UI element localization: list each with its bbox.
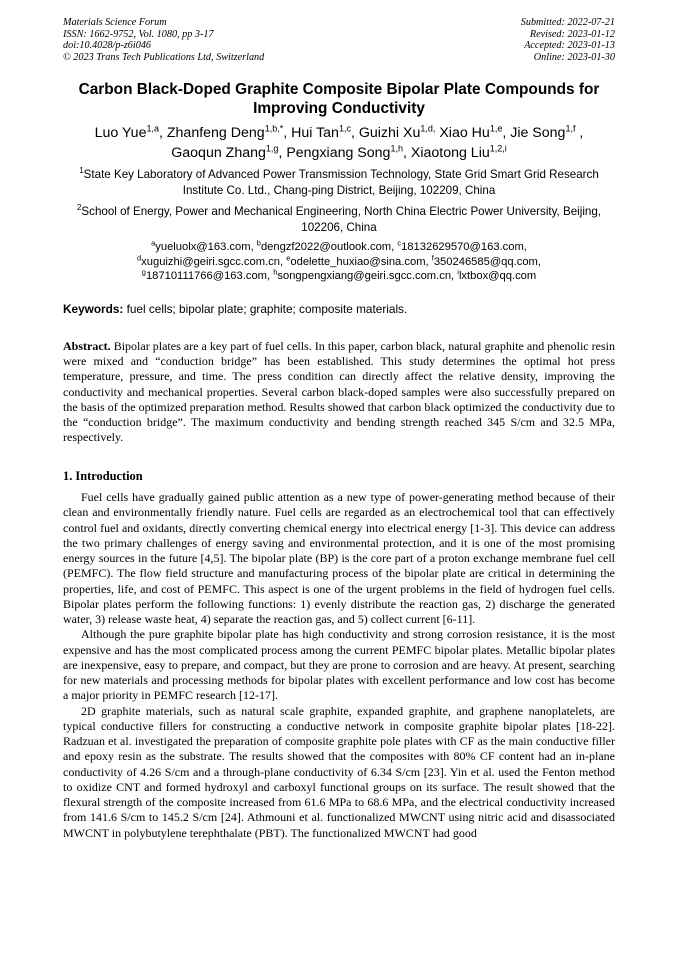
copyright-line: © 2023 Trans Tech Publications Ltd, Switzerland (63, 51, 265, 63)
journal-info (63, 17, 264, 63)
author: Xiao Hu$^{1,e}$, (439, 123, 511, 141)
submitted-date: Submitted: 2022-07-21 (520, 17, 615, 28)
email[interactable]: $^c$18132629570@163.com (397, 238, 524, 253)
paragraph: Fuel cells have gradually gained public attention as a new type of power-generating method because of their clean and environmentally friendly nature. Fuel cells are regarded as an electrochemical tool that can effectively control fuel and oxidants, directly converting chemical energy into electrical energy [1-3]. This device can address the two primary challenges of energy saving and environmental protection, and it is one of the most promising energy sources in the future [4,5]. The bipolar plate (BP) is the core part of a proton exchange membrane fuel cell (PEMFC). The flow field structure and manufacturing process of the bipolar plate are critical in determining the properties, life, and cost of PEMFC. This aspect is one of the urgent problems in the field of hydrogen fuel cells. Bipolar plates perform the following functions: 1) evenly distribute the reaction gas, 2) discharge the generated water, 3) release waste heat, 4) separate the reaction gas, and 5) collect current [6-11]. (63, 490, 615, 626)
author: Pengxiang Song$^{1,h}$, (286, 143, 411, 161)
accepted-date: Accepted: 2023-01-13 (524, 40, 615, 52)
email[interactable]: $^h$songpengxiang@geiri.sgcc.com.cn (273, 267, 452, 283)
journal-name: Materials Science Forum (63, 17, 167, 28)
email[interactable]: $^d$xuguizhi@geiri.sgcc.com.cn (137, 252, 280, 268)
author: Jie Song$^{1,f}$ , (510, 123, 584, 141)
abstract (63, 339, 615, 445)
author-emails: $^a$yueluolx@163.com, $^b$dengzf2022@outlook.com, $^c$18132629570@163.com, $^d$xuguizhi@geiri.sgcc.com.cn, $^e$odelette_huxiao@sina.com, $^f$350246585@qq.com, $^g$18710111766@163.com, $^h$songpengxiang@geiri.sgcc.com.cn, $^i$lxtbox@qq.com (137, 238, 541, 283)
affiliation-1: $^1$State Key Laboratory of Advanced Power Transmission Technology, State Grid Smart Grid Research Institute Co. Ltd., Chang-ping District, Beijing, 102209, China (79, 166, 599, 197)
revised-date: Revised: 2023-01-12 (529, 28, 615, 40)
email[interactable]: $^g$18710111766@163.com (141, 267, 267, 283)
dates-info (521, 17, 615, 63)
keywords-text: fuel cells; bipolar plate; graphite; composite materials. (126, 302, 408, 316)
affiliation-2: $^2$School of Energy, Power and Mechanical Engineering, North China Electric Power University, Beijing, 102206, China (76, 203, 602, 234)
section-heading: 1. Introduction (63, 469, 143, 483)
paragraph: Although the pure graphite bipolar plate has high conductivity and strong corrosion resistance, it is the most expensive and has the most complicated process among the current PEMFC bipolar plates. Metallic bipolar plates are inexpensive, easy to prepare, and compact, but they are prone to corrosion and are heavy. At present, searching for new materials and processing methods for bipolar plates with excellent performance and low cost has become a major priority in PEMFC research [12-17]. (63, 627, 615, 703)
author: Hui Tan$^{1,c}$, (291, 123, 359, 141)
email[interactable]: $^a$yueluolx@163.com (151, 238, 251, 253)
author: Guizhi $Xu^{1,d,}$ (358, 123, 436, 141)
issn-line: ISSN: 1662-9752, Vol. 1080, pp 3-17 (63, 28, 214, 40)
author: Xiaotong Liu$^{1,2,i}$ (410, 143, 507, 161)
keywords (63, 302, 615, 317)
email[interactable]: $^e$odelette_huxiao@sina.com (286, 252, 426, 268)
abstract-text: Bipolar plates are a key part of fuel cells. In this paper, carbon black, natural graphite and phenolic resin were mixed and “conduction bridge” has been established. This study determines the optimal hot press temperature, pressure, and time. The press condition can directly affect the relative density, improving the conductivity and mechanical properties. Several carbon black-doped samples were also successfully prepared on the basis of the optimized preparation method. Results showed that carbon black optimized the conductivity due to the “conduction bridge”. The maximum conductivity and bending strength reached 345 S/cm and 32.5 MPa, respectively. (63, 339, 616, 445)
paragraph: 2D graphite materials, such as natural scale graphite, expanded graphite, and graphene nanoplatelets, are typical conductive fillers for constructing a conductive network in composite graphite bipolar plates [18-22]. Radzuan et al. investigated the preparation of composite graphite pole plates with CF as the main conductive filler and epoxy resin as the substrate. The results showed that the composites with 80% CF content had an in-plane conductivity of 4.26 S/cm and a through-plane conductivity of 6.34 S/cm [23]. Yin et al. used the Fenton method to oxidize CNT and formed hydroxyl and carboxyl functional groups on its surface. The result showed that the flexural strength of the composite increased from 61.6 MPa to 68.6 MPa, and the electrical conductivity increased from 141.6 S/cm to 145.2 S/cm [24]. Athmouni et al. functionalized MWCNT using nitric acid and disassociated MWCNT in polybutylene terephthalate (PBT). The functionalized MWCNT had good (63, 703, 615, 840)
email[interactable]: $^b$dengzf2022@outlook.com (256, 238, 392, 253)
email[interactable]: $^f$350246585@qq.com (431, 252, 538, 268)
doi-line: doi:10.4028/p-z6i046 (63, 40, 152, 52)
email[interactable]: $^i$lxtbox@qq.com (457, 267, 537, 283)
body-text (63, 490, 615, 841)
author-list (30, 123, 648, 163)
author: Luo Yue$^{1,a}$, (94, 123, 167, 141)
paper-title: Carbon Black-Doped Graphite Composite Bipolar Plate Compounds for Improving Conductivity (78, 81, 600, 117)
author: Gaoqun Zhang$^{1,g}$, (171, 143, 287, 161)
keywords-label: Keywords: (63, 302, 124, 316)
online-date: Online: 2023-01-30 (533, 51, 615, 63)
abstract-label: Abstract. (63, 339, 111, 353)
author: Zhanfeng Deng$^{1,b,*}$, (166, 123, 292, 141)
